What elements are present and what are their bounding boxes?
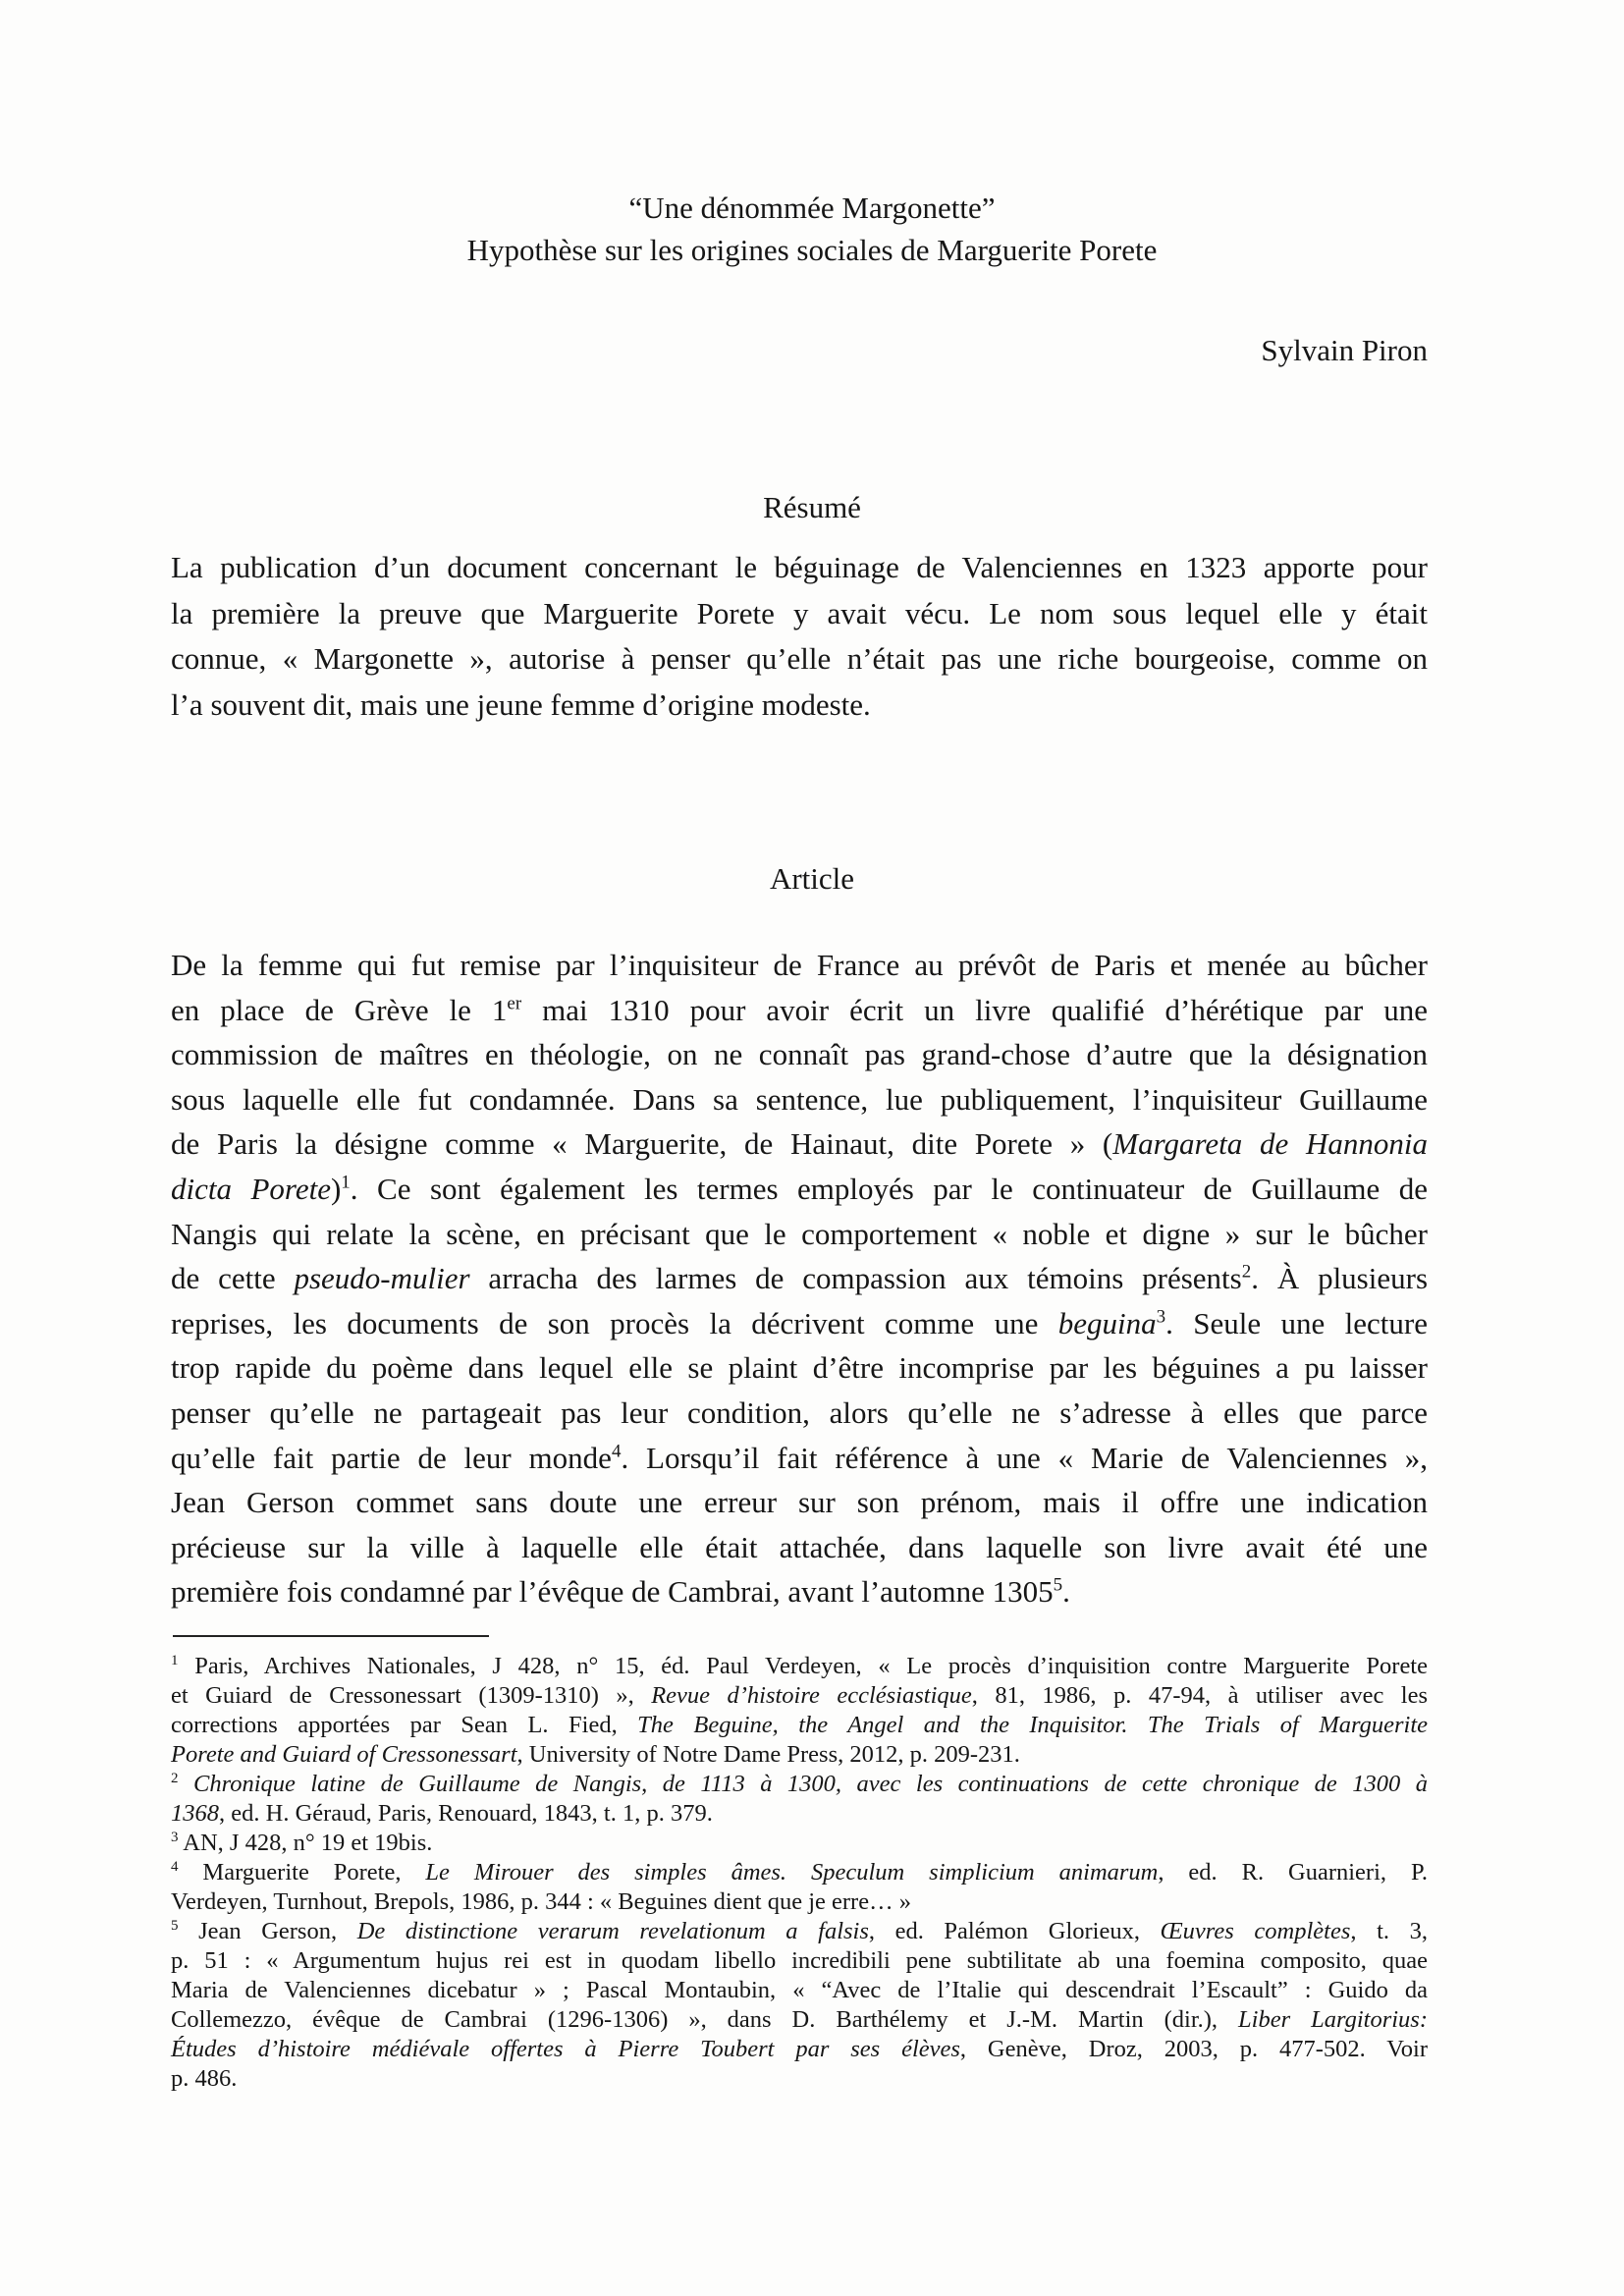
footnote-line: Études d’histoire médiévale offertes à Pierre Toubert par ses élèves, Genève, Droz, 2003, p. 477-502. Voir [171,2036,1428,2062]
article-line: penser qu’elle ne partageait pas leur condition, alors qu’elle ne s’adresse à elles que parce [171,1394,1428,1430]
article-line: qu’elle fait partie de leur monde$^4$. Lorsqu’il fait référence à une « Marie de Valenciennes », [171,1440,1428,1475]
title-line-2: Hypothèse sur les origines sociales de Marguerite Porete [466,233,1158,267]
abstract-paragraph [171,545,1428,728]
footnote-line: Maria de Valenciennes dicebatur » ; Pascal Montaubin, « “Avec de l’Italie qui descendrait l’Escault” : Guido da [171,1977,1428,2003]
article-line: de Paris la désigne comme « Marguerite, de Hainaut, dite Porete » (Margareta de Hannonia [171,1126,1428,1162]
footnote-line: Collemezzo, évêque de Cambrai (1296-1306) », dans D. Barthélemy et J.-M. Martin (dir.), Liber Largitorius: [171,2006,1428,2033]
abstract-line: la première la preuve que Marguerite Porete y avait vécu. Le nom sous lequel elle y était [171,595,1428,630]
footnote-3: $^3$ AN, J 428, n° 19 et 19bis. [171,1829,433,1856]
footnote-ref-4: 4 [611,1441,622,1462]
article-heading: Article [769,861,855,896]
article-line: de cette pseudo-mulier arracha des larmes de compassion aux témoins présents$^2$. À plusieurs [171,1261,1429,1296]
abstract-line: l’a souvent dit, mais une jeune femme d’origine modeste. [171,686,871,722]
article-line: trop rapide du poème dans lequel elle se plaint d’être incomprise par les béguines a pu laisser [171,1350,1428,1386]
article-line: dicta Porete)$^1$. Ce sont également les termes employés par le continuateur de Guillaume de [171,1171,1428,1206]
footnote-ref-1: 1 [341,1172,351,1193]
footnote-line: Porete and Guiard of Cressonessart, University of Notre Dame Press, 2012, p. 209-231. [171,1741,1020,1768]
article-paragraph [171,943,1428,1614]
article-line: sous laquelle elle fut condamnée. Dans sa sentence, lue publiquement, l’inquisiteur Guillaume [171,1081,1428,1117]
author-name: Sylvain Piron [1261,333,1428,367]
footnote-1: $^1$ Paris, Archives Nationales, J 428, n° 15, éd. Paul Verdeyen, « Le procès d’inquisition contre Marguerite Porete [171,1652,1428,1679]
footnote-5: $^5$ Jean Gerson, De distinctione verarum revelationum a falsis, ed. Palémon Glorieux, Œuvres complètes, t. 3, [171,1917,1429,1944]
footnote-line: et Guiard de Cressonessart (1309-1310) », Revue d’histoire ecclésiastique, 81, 1986, p. 47-94, à utiliser avec les [171,1682,1428,1709]
title-line-1: “Une dénommée Margonette” [628,191,996,225]
footnote-line: p. 486. [171,2065,238,2092]
footnote-line: p. 51 : « Argumentum hujus rei est in quodam libello incredibili pene subtilitate ab una foemina composito, quae [171,1947,1428,1974]
article-line: reprises, les documents de son procès la décrivent comme une beguina$^3$. Seule une lecture [171,1305,1428,1340]
footnote-line: corrections apportées par Sean L. Fied, The Beguine, the Angel and the Inquisitor. The Trials of Marguerite [171,1712,1428,1738]
article-title [0,187,1624,271]
footnote-2: $^2$ Chronique latine de Guillaume de Nangis, de 1113 à 1300, avec les continuations de cette chronique de 1300 à [171,1770,1428,1797]
article-line: Nangis qui relate la scène, en précisant que le comportement « noble et digne » sur le bûcher [171,1216,1428,1251]
article-line: en place de Grève le 1er mai 1310 pour avoir écrit un livre qualifié d’hérétique par une [171,992,1428,1027]
abstract-heading: Résumé [763,490,861,524]
abstract-line: connue, « Margonette », autorise à penser qu’elle n’était pas une riche bourgeoise, comme on [171,641,1428,676]
footnotes [171,1652,1428,2094]
footnote-ref-5: 5 [1053,1574,1063,1596]
article-line: précieuse sur la ville à laquelle elle était attachée, dans laquelle son livre avait été une [171,1529,1428,1564]
footnote-4: $^4$ Marguerite Porete, Le Mirouer des simples âmes. Speculum simplicium animarum, ed. R. Guarnieri, P. [171,1858,1428,1886]
article-line: Jean Gerson commet sans doute une erreur sur son prénom, mais il offre une indication [171,1485,1428,1520]
footnote-line: Verdeyen, Turnhout, Brepols, 1986, p. 344 : « Beguines dient que je erre… » [171,1888,911,1915]
article-line: première fois condamné par l’évêque de Cambrai, avant l’automne 1305$^5$. [171,1574,1070,1610]
footnote-separator [173,1635,489,1637]
footnote-ref-2: 2 [1241,1261,1252,1283]
article-line: commission de maîtres en théologie, on ne connaît pas grand-chose d’autre que la désignation [171,1037,1428,1072]
footnote-ref-3: 3 [1156,1306,1166,1328]
footnote-line: 1368, ed. H. Géraud, Paris, Renouard, 1843, t. 1, p. 379. [171,1800,713,1827]
article-line: De la femme qui fut remise par l’inquisiteur de France au prévôt de Paris et menée au bûcher [171,948,1428,982]
abstract-line: La publication d’un document concernant le béguinage de Valenciennes en 1323 apporte pour [171,550,1428,584]
